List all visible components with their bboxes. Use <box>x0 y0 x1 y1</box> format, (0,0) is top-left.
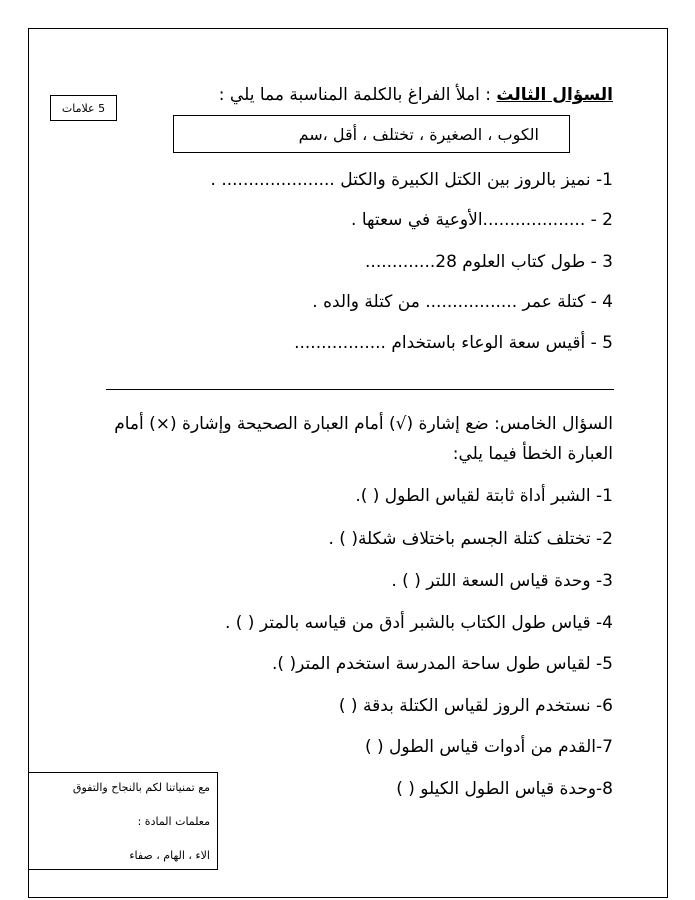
word-bank-text: الكوب ، الصغيرة ، تختلف ، أقل ،سم <box>298 124 539 144</box>
q3-item-4: 4 - كتلة عمر ................. من كتلة والده . <box>312 292 613 312</box>
marks-badge <box>50 95 117 121</box>
closing-wishes: مع تمنياتنا لكم بالنجاح والتفوق <box>72 781 210 794</box>
word-bank <box>173 115 570 153</box>
q5-item-1: 1- الشبر أداة ثابتة لقياس الطول ( ). <box>355 486 613 506</box>
q5-item-6: 6- نستخدم الروز لقياس الكتلة بدقة ( ) <box>338 696 613 716</box>
q3-item-5: 5 - أقيس سعة الوعاء باستخدام ................. <box>294 333 613 353</box>
q5-instruction-line1: السؤال الخامس: ضع إشارة (√) أمام العبارة الصحيحة وإشارة (×) أمام <box>114 414 613 434</box>
q5-instruction-line2: العبارة الخطأ فيما يلي: <box>452 444 613 464</box>
q5-item-4: 4- قياس طول الكتاب بالشبر أدق من قياسه بالمتر ( ) . <box>224 613 613 633</box>
q5-item-2: 2- تختلف كتلة الجسم باختلاف شكلة( ) . <box>328 529 613 549</box>
q3-header <box>219 85 613 105</box>
q5-item-8: 8-وحدة قياس الطول الكيلو ( ) <box>396 779 613 799</box>
q3-item-1: 1- نميز بالروز بين الكتل الكبيرة والكتل ..................... . <box>210 170 613 190</box>
section-divider <box>106 389 614 390</box>
marks-text: 5 علامات <box>61 101 106 115</box>
q5-item-3: 3- وحدة قياس السعة اللتر ( ) . <box>391 571 613 591</box>
q5-item-7: 7-القدم من أدوات قياس الطول ( ) <box>364 737 613 757</box>
q3-instruction: : املأ الفراغ بالكلمة المناسبة مما يلي : <box>218 85 492 105</box>
q3-item-3: 3 - طول كتاب العلوم 28............. <box>365 252 613 272</box>
closing-box <box>28 772 218 870</box>
q5-item-5: 5- لقياس طول ساحة المدرسة استخدم المتر( ). <box>272 654 613 674</box>
teachers-label: معلمات المادة : <box>137 815 210 828</box>
q3-title: السؤال الثالث <box>496 85 613 105</box>
q3-item-2: 2 - ...................الأوعية في سعتها . <box>351 210 613 230</box>
teachers-names: الاء ، الهام ، صفاء <box>129 849 210 862</box>
